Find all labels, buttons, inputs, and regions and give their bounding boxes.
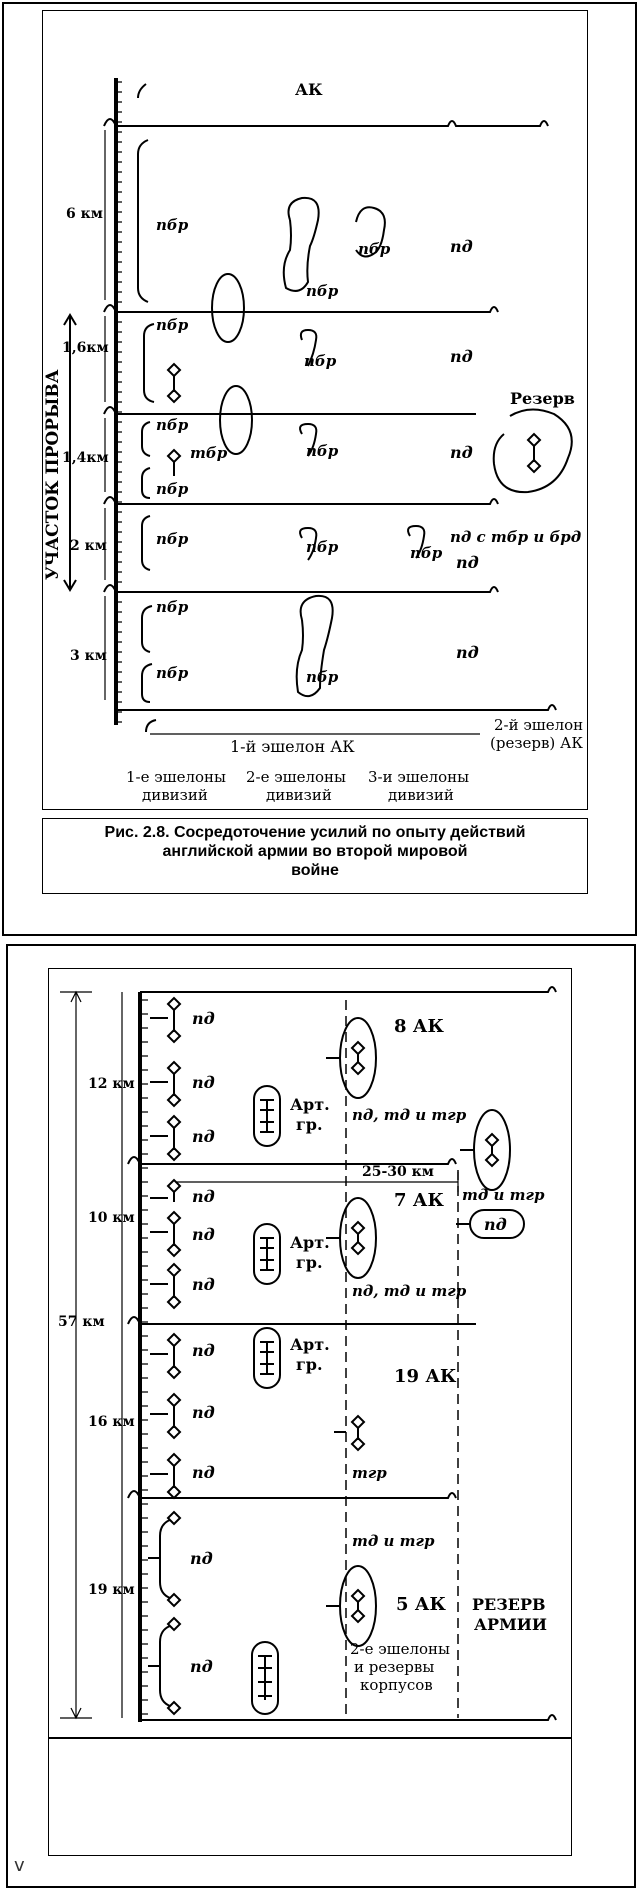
pd-4: пд [192, 1187, 215, 1206]
second-echelon-2: (резерв) АК [490, 734, 584, 752]
total-front-dimension [60, 992, 92, 1718]
distance-1: 6 км [66, 206, 103, 222]
caption-line-1: Рис. 2.8. Сосредоточение усилий по опыту действий [104, 824, 526, 841]
pd-9: пд [192, 1463, 215, 1482]
art-1-line2: гр. [296, 1115, 323, 1134]
unit-pbr-11: пбр [306, 442, 339, 460]
pd-td-tgr-2: пд, тд и тгр [352, 1282, 467, 1300]
corps-second-2: и резервы [354, 1658, 435, 1676]
unit-pd-3: пд [450, 443, 473, 462]
corps-7: 7 АК [394, 1190, 444, 1211]
art-3-line2: гр. [296, 1355, 323, 1374]
corps-label: АК [295, 80, 323, 99]
sector-1: 12 км [88, 1076, 135, 1092]
unit-pd-5: пд [456, 643, 479, 662]
pd-td-tgr-1: пд, тд и тгр [352, 1106, 467, 1124]
unit-pbr-6: пбр [156, 598, 189, 616]
echelon2-line2: дивизий [266, 786, 332, 804]
corps-second-3: корпусов [360, 1676, 433, 1694]
corps-8: 8 АК [394, 1016, 444, 1037]
sector-4: 19 км [88, 1582, 135, 1598]
art-2-line1: Арт. [290, 1233, 330, 1252]
reserve-note: пд с тбр и брд [450, 528, 582, 546]
art-3-line1: Арт. [290, 1335, 330, 1354]
pd-2: пд [192, 1073, 215, 1092]
unit-pbr-4: пбр [156, 480, 189, 498]
boundary-lines [104, 119, 556, 710]
total-front: 57 км [58, 1314, 105, 1330]
echelon3-line2: дивизий [388, 786, 454, 804]
figure-caption [42, 818, 588, 894]
unit-pbr-7: пбр [156, 664, 189, 682]
pd-6: пд [192, 1275, 215, 1294]
bottom-caption-box [48, 1738, 572, 1856]
unit-pbr-10: пбр [304, 352, 337, 370]
unit-brackets [138, 84, 156, 732]
tank-ovals [212, 274, 252, 454]
tgr-1: тгр [352, 1464, 387, 1482]
diagram-concentration-2 [0, 970, 639, 1770]
art-1-line1: Арт. [290, 1095, 330, 1114]
pd-5: пд [192, 1225, 215, 1244]
unit-pbr-1: пбр [156, 216, 189, 234]
echelon2-blobs [284, 198, 425, 696]
unit-pbr-9: пбр [358, 240, 391, 258]
pd-7: пд [192, 1341, 215, 1360]
pd-8: пд [192, 1403, 215, 1422]
artillery-groups [252, 1086, 280, 1714]
pd-11: пд [190, 1657, 213, 1676]
army-reserve-1: РЕЗЕРВ [472, 1595, 546, 1614]
pd-1: пд [192, 1009, 215, 1028]
unit-pbr-13: пбр [410, 544, 443, 562]
reserve-label: Резерв [510, 389, 575, 408]
hand-mark: v [14, 1855, 25, 1876]
distance-5: 3 км [70, 648, 107, 664]
echelon3-line1: 3-и эшелоны [368, 768, 470, 786]
diagram-concentration-1 [0, 0, 639, 820]
unit-tbr-1: тбр [190, 444, 228, 462]
unit-pd-2: пд [450, 347, 473, 366]
unit-pbr-3: пбр [156, 416, 189, 434]
td-tgr-2: тд и тгр [352, 1532, 435, 1550]
corps-19: 19 АК [394, 1366, 457, 1387]
pd-army-reserve: пд [484, 1215, 507, 1234]
corps-5: 5 АК [396, 1594, 446, 1615]
sector-3: 16 км [88, 1414, 135, 1430]
unit-pd-1: пд [450, 237, 473, 256]
echelon1-line2: дивизий [142, 786, 208, 804]
distance-3: 1,4км [62, 450, 109, 466]
unit-pbr-12: пбр [306, 538, 339, 556]
distance-2: 1,6км [62, 340, 109, 356]
echelon1-line1: 1-е эшелоны [126, 768, 226, 786]
unit-pbr-8: пбр [306, 282, 339, 300]
echelon2-line1: 2-е эшелоны [246, 768, 346, 786]
distance-4: 2 км [70, 538, 107, 554]
unit-pbr-14: пбр [306, 668, 339, 686]
unit-pd-4: пд [456, 553, 479, 572]
caption-line-3: войне [291, 862, 339, 879]
first-echelon-ak: 1-й эшелон АК [230, 737, 355, 756]
pd-3: пд [192, 1127, 215, 1146]
pd-10: пд [190, 1549, 213, 1568]
unit-pbr-5: пбр [156, 530, 189, 548]
corps-second-1: 2-е эшелоны [350, 1640, 450, 1658]
depth-label: 25-30 км [362, 1164, 434, 1180]
sector-2: 10 км [88, 1210, 135, 1226]
unit-pbr-2: пбр [156, 316, 189, 334]
breakthrough-label: УЧАСТОК ПРОРЫВА [43, 369, 63, 580]
reserve-blob [494, 409, 572, 492]
td-tgr-1: тд и тгр [462, 1186, 545, 1204]
army-reserve-2: АРМИИ [474, 1615, 548, 1634]
division-symbols [148, 998, 180, 1714]
second-echelon-1: 2-й эшелон [494, 716, 584, 734]
caption-line-2: английской армии во второй мировой [162, 843, 468, 860]
art-2-line2: гр. [296, 1253, 323, 1272]
